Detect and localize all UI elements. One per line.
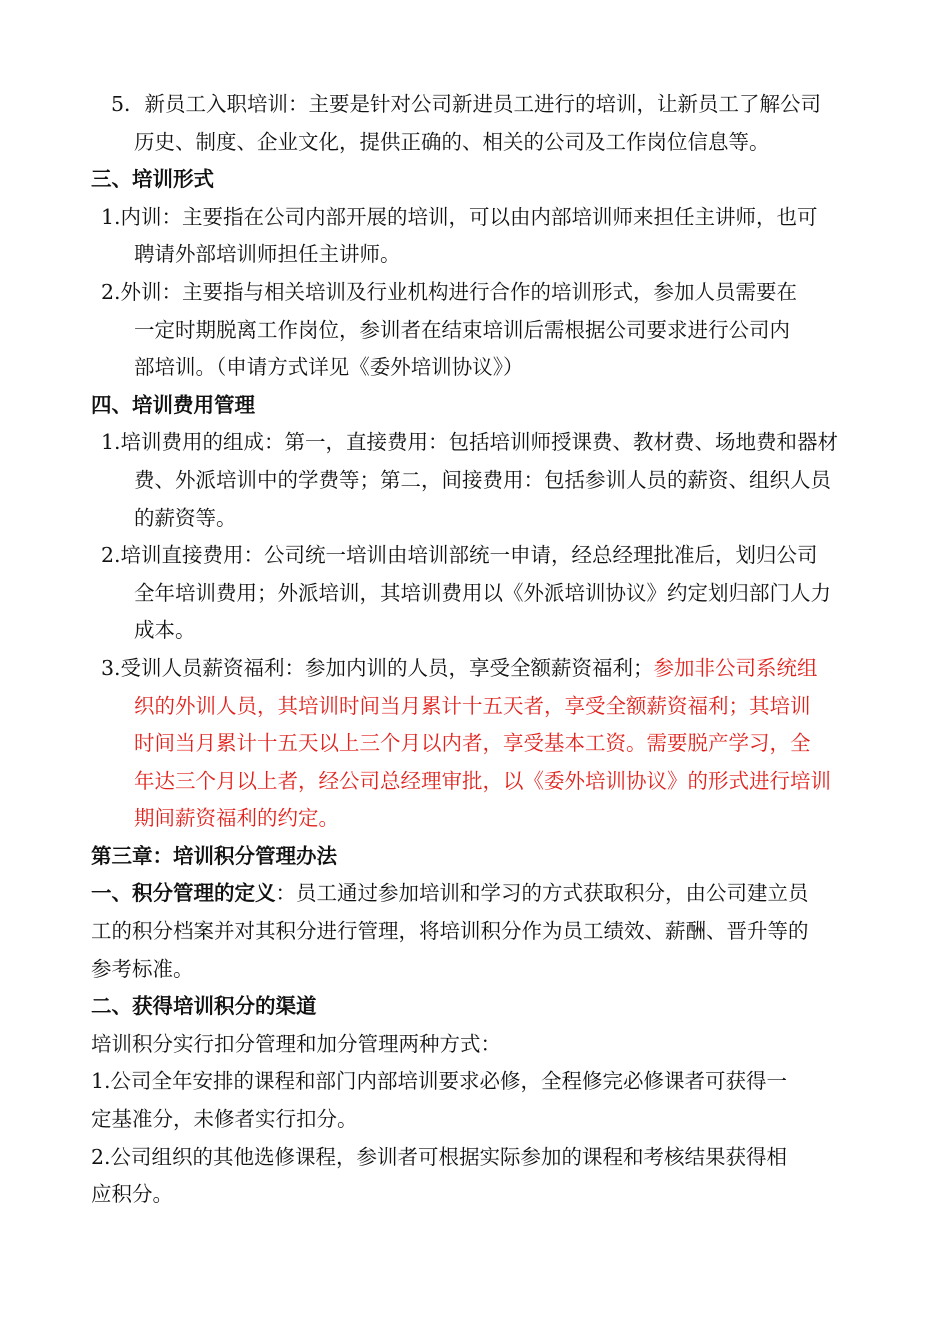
sec3-item2-line1: 2.外训：主要指与相关培训及行业机构进行合作的培训形式，参加人员需要在 xyxy=(101,279,798,304)
section-heading-training-form: 三、培训形式 xyxy=(91,167,214,192)
sec4-item2-line1: 2.培训直接费用：公司统一培训由培训部统一申请，经总经理批准后，划归公司 xyxy=(101,543,818,568)
sec4-item2-line3: 成本。 xyxy=(134,618,196,643)
sec4-item3-line1 xyxy=(0,650,950,688)
sec3-item2-line3: 部培训。（申请方式详见《委外培训协议》） xyxy=(134,355,524,380)
points-definition-line1 xyxy=(0,875,950,913)
sec3-item1-line2: 聘请外部培训师担任主讲师。 xyxy=(134,242,401,267)
section-heading-points-channel: 二、获得培训积分的渠道 xyxy=(91,994,317,1019)
points-channel-item1-line1: 1.公司全年安排的课程和部门内部培训要求必修，全程修完必修课者可获得一 xyxy=(91,1069,788,1094)
points-definition-keyword: 一、积分管理的定义 xyxy=(91,881,276,906)
item5-line2: 历史、制度、企业文化，提供正确的、相关的公司及工作岗位信息等。 xyxy=(134,129,770,154)
points-channel-item2-line2: 应积分。 xyxy=(91,1182,173,1207)
points-channel-item1-line2: 定基准分，未修者实行扣分。 xyxy=(91,1107,358,1132)
sec4-item2-line2: 全年培训费用；外派培训，其培训费用以《外派培训协议》约定划归部门人力 xyxy=(134,580,831,605)
points-channel-intro: 培训积分实行扣分管理和加分管理两种方式： xyxy=(91,1031,501,1056)
sec4-item1-line1: 1.培训费用的组成：第一，直接费用：包括培训师授课费、教材费、场地费和器材 xyxy=(101,430,839,455)
points-definition-line2: 工的积分档案并对其积分进行管理，将培训积分作为员工绩效、薪酬、晋升等的 xyxy=(91,919,809,944)
sec4-item3-line4: 年达三个月以上者，经公司总经理审批，以《委外培训协议》的形式进行培训 xyxy=(134,768,831,793)
sec4-item3-line2: 织的外训人员，其培训时间当月累计十五天者，享受全额薪资福利；其培训 xyxy=(134,693,811,718)
sec4-item3-line1-red: 参加非公司系统组 xyxy=(653,655,818,680)
points-channel-item2-line1: 2.公司组织的其他选修课程，参训者可根据实际参加的课程和考核结果获得相 xyxy=(91,1144,788,1169)
sec4-item3-line5: 期间薪资福利的约定。 xyxy=(134,806,339,831)
sec4-item3-line3: 时间当月累计十五天以上三个月以内者，享受基本工资。需要脱产学习，全 xyxy=(134,731,811,756)
sec4-item1-line3: 的薪资等。 xyxy=(134,505,237,530)
sec3-item1-line1: 1.内训：主要指在公司内部开展的培训，可以由内部培训师来担任主讲师，也可 xyxy=(101,204,818,229)
section-heading-training-cost: 四、培训费用管理 xyxy=(91,392,255,417)
item5-line1: 5．新员工入职培训：主要是针对公司新进员工进行的培训，让新员工了解公司 xyxy=(111,92,822,116)
points-definition-line3: 参考标准。 xyxy=(91,956,194,981)
chapter-heading-points: 第三章：培训积分管理办法 xyxy=(91,843,337,868)
points-definition-text: ：员工通过参加培训和学习的方式获取积分，由公司建立员 xyxy=(275,881,809,906)
sec3-item2-line2: 一定时期脱离工作岗位，参训者在结束培训后需根据公司要求进行公司内 xyxy=(134,317,790,342)
document-page xyxy=(0,86,950,1214)
sec4-item1-line2: 费、外派培训中的学费等；第二，间接费用：包括参训人员的薪资、组织人员 xyxy=(134,467,831,492)
sec4-item3-line1-black: 3.受训人员薪资福利：参加内训的人员，享受全额薪资福利； xyxy=(101,655,654,680)
